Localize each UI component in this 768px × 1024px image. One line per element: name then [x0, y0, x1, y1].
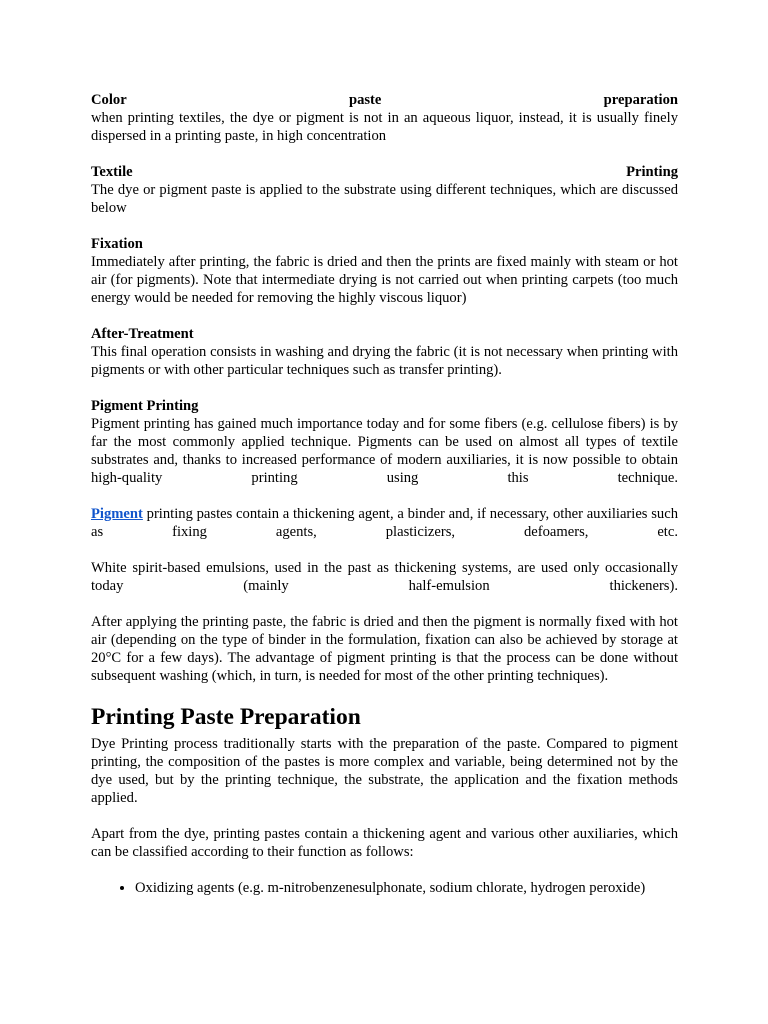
heading-word: Color — [91, 92, 127, 108]
paragraph-fixation: Immediately after printing, the fabric is dried and then the prints are fixed mainly with steam or hot air (for pigments). Note that intermediate drying is not carried out when printing carpets (too much energy would be needed for removing the highly viscous liquor) — [91, 254, 678, 306]
paragraph-color-paste: when printing textiles, the dye or pigment is not in an aqueous liquor, instead, it is usually finely dispersed in a printing paste, in high concentration — [91, 110, 678, 144]
section-color-paste — [91, 91, 678, 145]
section-textile-printing — [91, 163, 678, 217]
auxiliaries-list — [91, 879, 678, 897]
paragraph-after-applying: After applying the printing paste, the fabric is dried and then the pigment is normally fixed with hot air (depending on the type of binder in the formulation, fixation can also be achieved by storage at 20°C for a few days). The advantage of pigment printing is that the process can be done without subsequent washing (which, in turn, is needed for most of the other printing techniques). — [91, 614, 678, 684]
heading-word: preparation — [603, 92, 678, 108]
list-item: • Oxidizing agents (e.g. m-nitrobenzenesulphonate, sodium chlorate, hydrogen peroxide) — [135, 879, 678, 897]
heading-pigment-printing: Pigment Printing — [91, 398, 199, 414]
pigment-pastes-text: printing pastes contain a thickening agent, a binder and, if necessary, other auxiliaries such as fixing agents, plasticizers, defoamers, etc. — [91, 506, 678, 540]
paragraph-pigment-printing: Pigment printing has gained much importance today and for some fibers (e.g. cellulose fibers) is by far the most commonly applied technique. Pigments can be used on almost all types of textile substrates and, thanks to increased performance of modern auxiliaries, it is now possible to obtain high-quality printing using this technique. — [91, 416, 678, 486]
section-fixation — [91, 235, 678, 307]
heading-word: paste — [348, 92, 382, 108]
heading-after-treatment: After-Treatment — [91, 326, 194, 342]
document-page — [91, 91, 678, 915]
section-paste-preparation — [91, 703, 678, 897]
paragraph-auxiliaries: Apart from the dye, printing pastes contain a thickening agent and various other auxiliaries, which can be classified according to their function as follows: — [91, 826, 678, 860]
pigment-link[interactable]: Pigment — [91, 506, 143, 522]
paragraph-paste-preparation: Dye Printing process traditionally starts with the preparation of the paste. Compared to pigment printing, the composition of the pastes is more complex and variable, being determined not by the dye used, but by the printing technique, the substrate, the application and the fixation methods applied. — [91, 736, 678, 806]
heading-word: Printing — [626, 164, 678, 180]
section-after-treatment — [91, 325, 678, 379]
paragraph-pigment-pastes — [91, 505, 678, 541]
paragraph-textile-printing: The dye or pigment paste is applied to the substrate using different techniques, which are discussed below — [91, 182, 678, 216]
section-pigment-printing — [91, 397, 678, 685]
heading-textile-printing — [91, 163, 678, 181]
paragraph-after-treatment: This final operation consists in washing and drying the fabric (it is not necessary when printing with pigments or with other particular techniques such as transfer printing). — [91, 344, 678, 378]
heading-color-paste-preparation — [91, 91, 678, 109]
heading-word: Textile — [91, 164, 133, 180]
paragraph-white-spirit: White spirit-based emulsions, used in the past as thickening systems, are used only occasionally today (mainly half-emulsion thickeners). — [91, 560, 678, 594]
heading-fixation: Fixation — [91, 236, 143, 252]
page-title-printing-paste-preparation: Printing Paste Preparation — [91, 704, 361, 730]
